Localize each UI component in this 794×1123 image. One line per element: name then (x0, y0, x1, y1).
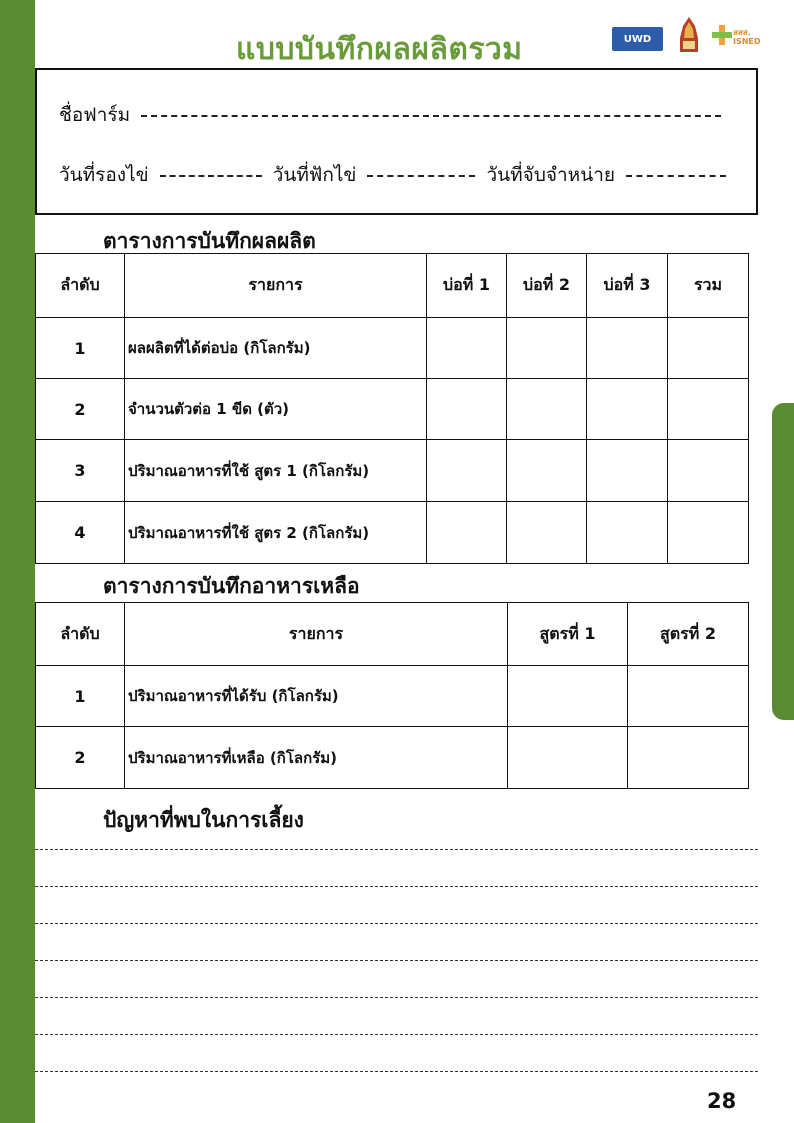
cell-formula-2[interactable] (628, 727, 749, 789)
col-header-item: รายการ (125, 603, 508, 666)
farm-name-field[interactable] (141, 115, 721, 117)
cell-pond-3[interactable] (587, 318, 668, 379)
col-header-total: รวม (668, 254, 749, 318)
production-header-row (36, 254, 749, 318)
cell-total[interactable] (668, 440, 749, 502)
cell-total[interactable] (668, 318, 749, 379)
cell-pond-1[interactable] (427, 379, 507, 440)
table-row (36, 440, 749, 502)
row-no: 1 (36, 666, 125, 727)
sale-field[interactable] (626, 175, 726, 177)
col-header-no: ลำดับ (36, 254, 125, 318)
note-line[interactable] (35, 887, 758, 924)
logo-group (612, 16, 762, 56)
cell-pond-1[interactable] (427, 440, 507, 502)
row-item: ผลผลิตที่ได้ต่อบ่อ (กิโลกรัม) (125, 318, 427, 379)
note-line[interactable] (35, 998, 758, 1035)
cell-pond-3[interactable] (587, 502, 668, 564)
problems-heading: ปัญหาที่พบในการเลี้ยง (103, 808, 304, 832)
row-item: ปริมาณอาหารที่ใช้ สูตร 2 (กิโลกรัม) (125, 502, 427, 564)
cell-total[interactable] (668, 379, 749, 440)
cell-pond-2[interactable] (507, 318, 587, 379)
col-header-no: ลำดับ (36, 603, 125, 666)
cell-formula-1[interactable] (508, 727, 628, 789)
table-row (36, 379, 749, 440)
row-no: 1 (36, 318, 125, 379)
cell-formula-1[interactable] (508, 666, 628, 727)
table-row (36, 502, 749, 564)
row-item: ปริมาณอาหารที่ใช้ สูตร 1 (กิโลกรัม) (125, 440, 427, 502)
cell-total[interactable] (668, 502, 749, 564)
row-no: 3 (36, 440, 125, 502)
col-header-formula-1: สูตรที่ 1 (508, 603, 628, 666)
university-seal-icon (676, 16, 702, 54)
farm-info-box (35, 68, 758, 215)
uwd-logo: UWD (612, 27, 663, 51)
feed-header-row (36, 603, 749, 666)
left-accent-bar (0, 0, 35, 1123)
hatch-label: วันที่ฟักไข่ (272, 164, 357, 186)
farm-name-row (59, 100, 726, 130)
col-header-formula-2: สูตรที่ 2 (628, 603, 749, 666)
feed-table (35, 602, 749, 789)
note-line[interactable] (35, 924, 758, 961)
note-line[interactable] (35, 1035, 758, 1072)
table-row (36, 727, 749, 789)
egg-wait-label: วันที่รองไข่ (59, 164, 149, 186)
row-no: 4 (36, 502, 125, 564)
table-row (36, 666, 749, 727)
row-item: จำนวนตัวต่อ 1 ขีด (ตัว) (125, 379, 427, 440)
table-row (36, 318, 749, 379)
row-no: 2 (36, 379, 125, 440)
farm-name-label: ชื่อฟาร์ม (59, 104, 131, 126)
cell-formula-2[interactable] (628, 666, 749, 727)
cell-pond-1[interactable] (427, 502, 507, 564)
note-line[interactable] (35, 961, 758, 998)
problems-notes-area (35, 838, 758, 1072)
col-header-pond-3: บ่อที่ 3 (587, 254, 668, 318)
cell-pond-1[interactable] (427, 318, 507, 379)
page-title: แบบบันทึกผลผลิตรวม (236, 32, 523, 67)
dates-row (59, 160, 731, 190)
note-line[interactable] (35, 838, 758, 850)
hatch-field[interactable] (367, 175, 475, 177)
note-line[interactable] (35, 850, 758, 887)
right-side-tab (772, 403, 794, 720)
feed-table-heading: ตารางการบันทึกอาหารเหลือ (103, 574, 360, 598)
col-header-pond-1: บ่อที่ 1 (427, 254, 507, 318)
sso-logo-text (733, 28, 761, 46)
row-item: ปริมาณอาหารที่ได้รับ (กิโลกรัม) (125, 666, 508, 727)
row-no: 2 (36, 727, 125, 789)
plus-logo-icon (712, 24, 732, 46)
sale-label: วันที่จับจำหน่าย (486, 164, 615, 186)
cell-pond-3[interactable] (587, 379, 668, 440)
col-header-pond-2: บ่อที่ 2 (507, 254, 587, 318)
production-table-heading: ตารางการบันทึกผลผลิต (103, 229, 316, 253)
egg-wait-field[interactable] (160, 175, 262, 177)
cell-pond-3[interactable] (587, 440, 668, 502)
cell-pond-2[interactable] (507, 379, 587, 440)
production-table (35, 253, 749, 564)
col-header-item: รายการ (125, 254, 427, 318)
page-number: 28 (707, 1089, 737, 1113)
sso-logo-lines: สสส. ISNED (733, 28, 761, 46)
cell-pond-2[interactable] (507, 502, 587, 564)
cell-pond-2[interactable] (507, 440, 587, 502)
row-item: ปริมาณอาหารที่เหลือ (กิโลกรัม) (125, 727, 508, 789)
